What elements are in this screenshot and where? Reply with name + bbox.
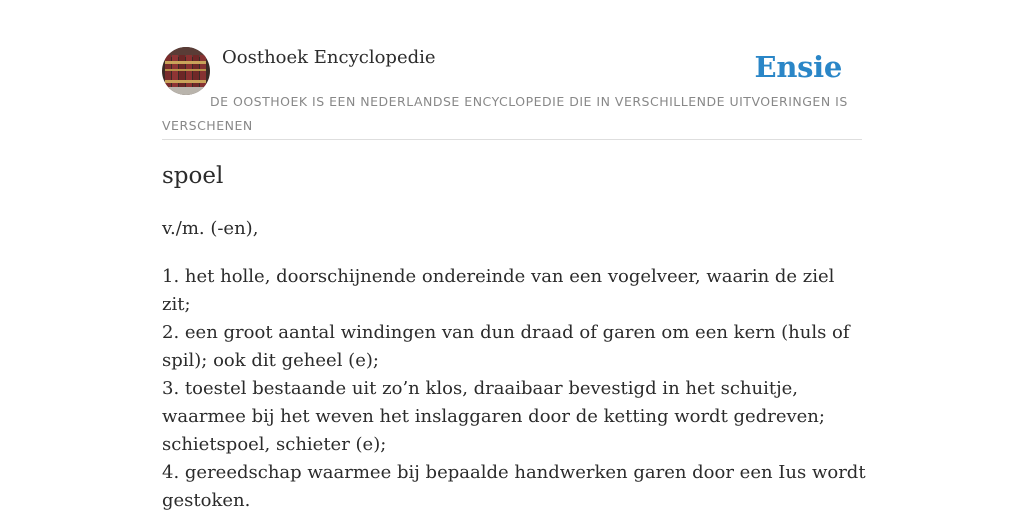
definition-item: 1. het holle, doorschijnende ondereinde van een vogelveer, waarin de ziel zit;: [162, 266, 835, 315]
definition-item: 2. een groot aantal windingen van dun draad of garen om een kern (huls of spil); ook dit geheel (e);: [162, 322, 850, 371]
source-title[interactable]: Oosthoek Encyclopedie: [222, 47, 436, 68]
entry-headword: spoel: [162, 163, 224, 189]
definition-list: [162, 263, 866, 512]
encyclopedia-books-icon[interactable]: [162, 47, 210, 95]
entry-grammar: v./m. (-en),: [162, 218, 259, 239]
definition-item: 3. toestel bestaande uit zo’n klos, draaibaar bevestigd in het schuitje, waarmee bij het weven het inslaggaren door de ketting wordt gedreven; schietspoel, schieter (e);: [162, 378, 825, 455]
ensie-logo[interactable]: Ensie: [754, 50, 842, 84]
source-header: [162, 46, 862, 140]
definition-item: 4. gereedschap waarmee bij bepaalde handwerken garen door een Ius wordt gestoken.: [162, 462, 866, 511]
source-description: DE OOSTHOEK IS EEN NEDERLANDSE ENCYCLOPEDIE DIE IN VERSCHILLENDE UITVOERINGEN IS VERSCHENEN: [162, 94, 848, 133]
